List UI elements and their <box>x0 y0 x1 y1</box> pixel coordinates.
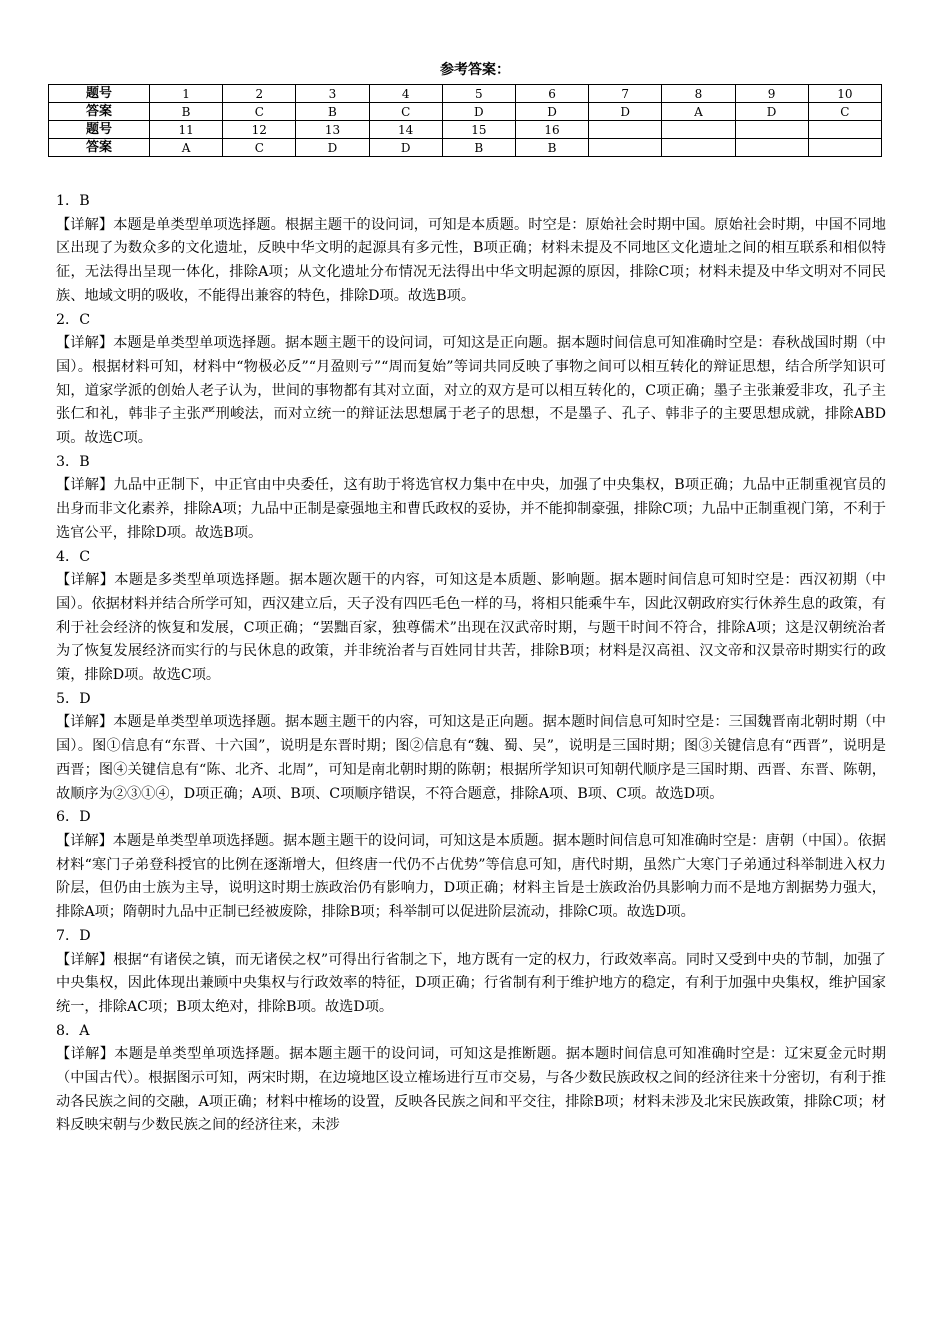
question-number-cell: 8 <box>662 85 735 103</box>
question-explanation: 【详解】本题是单类型单项选择题。据本题主题干的内容，可知这是正向题。据本题时间信息可知时空是：三国魏晋南北朝时期（中国）。图①信息有“东晋、十六国”，说明是东晋时期；图②信息有“魏、蜀、吴”，说明是三国时期；图③关键信息有“西晋”，说明是西晋；图④关键信息有“陈、北齐、北周”，可知是南北朝时期的陈朝；根据所学知识可知朝代顺序是三国时期、西晋、东晋、陈朝，故顺序为②③①④，D项正确；A项、B项、C项顺序错误，不符合题意，排除A项、B项、C项。故选D项。 <box>56 714 886 802</box>
table-row <box>49 103 882 121</box>
table-row <box>49 121 882 139</box>
answer-cell: C <box>223 139 296 157</box>
question-number-cell: 1 <box>150 85 223 103</box>
question-number-cell: 2 <box>223 85 296 103</box>
question-heading: 1．B <box>56 193 90 209</box>
answer-cell: C <box>369 103 442 121</box>
question-number-cell <box>735 121 808 139</box>
question-number-cell: 3 <box>296 85 369 103</box>
answer-table <box>48 84 882 157</box>
question-heading: 4．C <box>56 548 91 565</box>
explanations <box>56 190 886 1138</box>
question-heading: 7．D <box>56 927 91 944</box>
question-explanation: 【详解】本题是单类型单项选择题。据本题主题干的设问词，可知这是推断题。据本题时间信息可知准确时空是：辽宋夏金元时期（中国古代）。根据图示可知，两宋时期，在边境地区设立榷场进行互市交易，与各少数民族政权之间的经济往来十分密切，有利于推动各民族之间的交融，A项正确；材料中榷场的设置，反映各民族之间和平交往，排除B项；材料未涉及北宋民族政策，排除C项；材料反映宋朝与少数民族之间的经济往来，未涉 <box>56 1046 887 1134</box>
question-explanation: 【详解】九品中正制下，中正官由中央委任，这有助于将选官权力集中在中央，加强了中央集权，B项正确；九品中正制重视官员的出身而非文化素养，排除A项；九品中正制是豪强地主和曹氏政权的妥协，并不能抑制豪强，排除C项；九品中正制重视门第，不利于选官公平，排除D项。故选B项。 <box>56 477 886 541</box>
question-number-cell: 15 <box>442 121 515 139</box>
question-number-cell: 11 <box>150 121 223 139</box>
answer-cell <box>662 139 735 157</box>
answer-cell: C <box>223 103 296 121</box>
question-number-cell: 9 <box>735 85 808 103</box>
question-explanation: 【详解】本题是单类型单项选择题。据本题主题干的设问词，可知这是本质题。据本题时间信息可知准确时空是：唐朝（中国）。依据材料“寒门子弟登科授官的比例在逐渐增大，但终唐一代仍不占优势”等信息可知，唐代时期，虽然广大寒门子弟通过科举制进入权力阶层，但仍由士族为主导，说明这时期士族政治仍有影响力，D项正确；材料主旨是士族政治仍具影响力而不是地方割据势力强大，排除A项；隋朝时九品中正制已经被废除，排除B项；科举制可以促进阶层流动，排除C项。故选D项。 <box>56 832 886 921</box>
row-label-answer: 答案 <box>49 103 150 121</box>
answer-cell: D <box>369 139 442 157</box>
answer-cell: D <box>589 103 662 121</box>
answer-cell: B <box>515 139 588 157</box>
question-number-cell: 14 <box>369 121 442 139</box>
question-number-cell: 7 <box>589 85 662 103</box>
table-row <box>49 139 882 157</box>
answer-cell: B <box>296 103 369 121</box>
page-title: 参考答案： <box>440 62 510 78</box>
question-heading: 5．D <box>56 690 91 707</box>
answer-cell: A <box>662 103 735 121</box>
question-number-cell: 10 <box>808 85 881 103</box>
answer-cell <box>735 139 808 157</box>
question-number-cell <box>662 121 735 139</box>
question-number-cell: 5 <box>442 85 515 103</box>
question-heading: 6．D <box>56 809 91 826</box>
row-label-number: 题号 <box>49 85 150 103</box>
row-label-answer: 答案 <box>49 139 150 157</box>
answer-cell: D <box>442 103 515 121</box>
table-row <box>49 85 882 103</box>
question-explanation: 【详解】本题是单类型单项选择题。根据主题干的设问词，可知是本质题。时空是：原始社会时期中国。原始社会时期，中国不同地区出现了为数众多的文化遗址，反映中华文明的起源具有多元性，B项正确；材料未提及不同地区文化遗址之间的相互联系和相似特征，无法得出呈现一体化，排除A项；从文化遗址分布情况无法得出中华文明起源的原因，排除C项；材料未提及中华文明对不同民族、地域文明的吸收，不能得出兼容的特色，排除D项。故选B项。 <box>56 216 886 304</box>
question-explanation: 【详解】根据“有诸侯之镇，而无诸侯之权”可得出行省制之下，地方既有一定的权力，行政效率高。同时又受到中央的节制，加强了中央集权，因此体现出兼顾中央集权与行政效率的特征，D项正确；行省制有利于维护地方的稳定，有利于加强中央集权，维护国家统一，排除AC项；B项太绝对，排除B项。故选D项。 <box>56 951 886 1015</box>
question-number-cell <box>589 121 662 139</box>
question-number-cell: 16 <box>515 121 588 139</box>
question-heading: 8．A <box>56 1022 90 1039</box>
answer-cell: D <box>515 103 588 121</box>
question-number-cell <box>808 121 881 139</box>
answer-cell: C <box>808 103 881 121</box>
question-explanation: 【详解】本题是单类型单项选择题。据本题主题干的设问词，可知这是正向题。据本题时间信息可知准确时空是：春秋战国时期（中国）。根据材料可知，材料中“物极必反”“月盈则亏”“周而复始”等词共同反映了事物之间可以相互转化的辩证思想，结合所学知识可知，道家学派的创始人老子认为，世间的事物都有其对立面，对立的双方是可以相互转化的，C项正确；墨子主张兼爱非攻，孔子主张仁和礼，韩非子主张严刑峻法，而对立统一的辩证法思想属于老子的思想，不是墨子、孔子、韩非子的主要思想成就，排除ABD项。故选C项。 <box>56 335 886 447</box>
answer-cell: B <box>150 103 223 121</box>
question-heading: 3．B <box>56 453 90 470</box>
question-number-cell: 13 <box>296 121 369 139</box>
question-explanation: 【详解】本题是多类型单项选择题。据本题次题干的内容，可知这是本质题、影响题。据本题时间信息可知时空是：西汉初期（中国）。依据材料并结合所学可知，西汉建立后，天子没有四匹毛色一样的马，将相只能乘牛车，因此汉朝政府实行休养生息的政策，有利于社会经济的恢复和发展，C项正确；“罢黜百家，独尊儒术”出现在汉武帝时期，与题干时间不符合，排除A项；这是汉朝统治者为了恢复发展经济而实行的与民休息的政策，并非统治者与百姓同甘共苦，排除B项；材料是汉高祖、汉文帝和汉景帝时期实行的政策，排除D项。故选C项。 <box>56 572 886 684</box>
question-number-cell: 6 <box>515 85 588 103</box>
answer-cell: A <box>150 139 223 157</box>
question-number-cell: 12 <box>223 121 296 139</box>
answer-cell <box>808 139 881 157</box>
answer-cell: D <box>735 103 808 121</box>
answer-cell <box>589 139 662 157</box>
question-number-cell: 4 <box>369 85 442 103</box>
answer-cell: B <box>442 139 515 157</box>
question-heading: 2．C <box>56 311 91 328</box>
row-label-number: 题号 <box>49 121 150 139</box>
answer-cell: D <box>296 139 369 157</box>
